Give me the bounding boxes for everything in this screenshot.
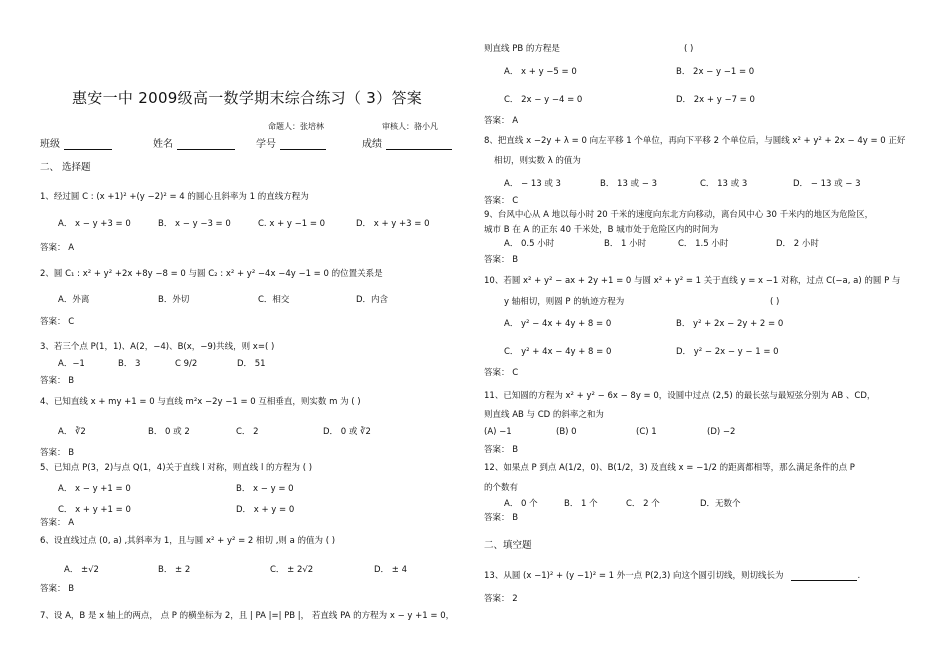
q9-answer: 答案： B bbox=[484, 255, 519, 265]
q12-option-c: C． 2 个 bbox=[626, 499, 660, 509]
question-5: 5、已知点 P(3，2)与点 Q(1，4)关于直线 l 对称，则直线 l 的方程为 ( ) bbox=[40, 463, 313, 473]
q8-option-d: D． − 13 或 − 3 bbox=[793, 179, 861, 189]
q11-option-c: (C) 1 bbox=[636, 427, 657, 437]
field-number: 学号 bbox=[256, 140, 326, 150]
q11-option-b: (B) 0 bbox=[556, 427, 577, 437]
question-12-line1: 12、如果点 P 到点 A(1/2，0)、B(1/2，3) 及直线 x = −1/2 的距离都相等，那么满足条件的点 P bbox=[484, 463, 855, 473]
field-name: 姓名 bbox=[153, 140, 235, 150]
page-title: 惠安一中 2009级高一数学期末综合练习（ 3）答案 bbox=[72, 89, 423, 107]
q2-option-a: A．外离 bbox=[58, 295, 90, 305]
q10-option-b: B． y² + 2x − 2y + 2 = 0 bbox=[676, 319, 784, 329]
question-6: 6、设直线过点 (0, a) ,其斜率为 1，且与圆 x² + y² = 2 相切 ,则 a 的值为 ( ) bbox=[40, 536, 336, 546]
q1-option-a: A． x − y +3 = 0 bbox=[58, 219, 131, 229]
q10-answer: 答案： C bbox=[484, 368, 519, 378]
question-13: 13、从圆 (x −1)² + (y −1)² = 1 外一点 P(2,3) 向这个圆引切线，则切线长为 . bbox=[484, 571, 861, 581]
q6-option-a: A． ±√2 bbox=[64, 565, 99, 575]
q3-option-d: D． 51 bbox=[237, 359, 266, 369]
q12-option-a: A． 0 个 bbox=[504, 499, 538, 509]
q1-option-b: B． x − y −3 = 0 bbox=[158, 219, 231, 229]
question-7-continued: 则直线 PB 的方程是 bbox=[484, 44, 560, 54]
q1-option-c: C. x + y −1 = 0 bbox=[258, 219, 326, 229]
q7-option-c: C． 2x − y −4 = 0 bbox=[504, 95, 583, 105]
q1-option-d: D． x + y +3 = 0 bbox=[356, 219, 430, 229]
q7-answer: 答案： A bbox=[484, 116, 519, 126]
q8-option-a: A． − 13 或 3 bbox=[504, 179, 561, 189]
q4-option-a: A． ∛2 bbox=[58, 427, 86, 437]
question-11-line1: 11、已知圆的方程为 x² + y² − 6x − 8y = 0，设圆中过点 (2,5) 的最长弦与最短弦分别为 AB 、CD， bbox=[484, 391, 876, 401]
section-fill-heading: 二、填空题 bbox=[484, 540, 532, 551]
setter-label: 命题人：张培林 bbox=[268, 122, 324, 131]
q3-option-b: B． 3 bbox=[118, 359, 141, 369]
field-score: 成绩 bbox=[362, 140, 452, 150]
q10-option-d: D． y² − 2x − y − 1 = 0 bbox=[676, 347, 779, 357]
question-4: 4、已知直线 x + my +1 = 0 与直线 m²x −2y −1 = 0 互相垂直，则实数 m 为 ( ) bbox=[40, 397, 361, 407]
q9-option-d: D． 2 小时 bbox=[776, 239, 819, 249]
question-10-line2: y 轴相切，则圆 P 的轨迹方程为 bbox=[504, 297, 625, 307]
q8-answer: 答案： C bbox=[484, 196, 519, 206]
q12-answer: 答案： B bbox=[484, 513, 519, 523]
q5-option-a: A． x − y +1 = 0 bbox=[58, 484, 131, 494]
question-11-line2: 则直线 AB 与 CD 的斜率之和为 bbox=[484, 410, 604, 420]
q2-answer: 答案： C bbox=[40, 317, 75, 327]
q5-option-d: D． x + y = 0 bbox=[236, 505, 295, 515]
q1-answer: 答案： A bbox=[40, 243, 75, 253]
q9-option-c: C． 1.5 小时 bbox=[678, 239, 729, 249]
reviewer-label: 审核人：骆小凡 bbox=[382, 122, 438, 131]
question-8-line1: 8、把直线 x −2y + λ = 0 向左平移 1 个单位，再向下平移 2 个单位后，与圆线 x² + y² + 2x − 4y = 0 正好 bbox=[484, 136, 906, 146]
q3-option-a: A．−1 bbox=[58, 359, 85, 369]
question-9-line2: 城市 B 在 A 的正东 40 千米处，B 城市处于危险区内的时间为 bbox=[484, 225, 719, 235]
q7-paren: ( ) bbox=[684, 44, 694, 54]
q13-answer: 答案： 2 bbox=[484, 594, 518, 604]
q7-option-b: B． 2x − y −1 = 0 bbox=[676, 67, 755, 77]
q6-option-c: C． ± 2√2 bbox=[270, 565, 314, 575]
q10-option-a: A． y² − 4x + 4y + 8 = 0 bbox=[504, 319, 612, 329]
q2-option-d: D．内含 bbox=[356, 295, 389, 305]
question-9-line1: 9、台风中心从 A 地以每小时 20 千米的速度向东北方向移动，离台风中心 30 千米内的地区为危险区， bbox=[484, 210, 874, 220]
q10-option-c: C． y² + 4x − 4y + 8 = 0 bbox=[504, 347, 612, 357]
section-choice-heading: 二、 选择题 bbox=[40, 162, 91, 173]
q6-option-b: B． ± 2 bbox=[158, 565, 191, 575]
q11-answer: 答案： B bbox=[484, 445, 519, 455]
q8-option-c: C． 13 或 3 bbox=[700, 179, 748, 189]
q11-option-a: (A) −1 bbox=[484, 427, 512, 437]
q11-option-d: (D) −2 bbox=[707, 427, 736, 437]
q9-option-a: A． 0.5 小时 bbox=[504, 239, 555, 249]
q4-option-d: D． 0 或 ∛2 bbox=[323, 427, 371, 437]
q2-option-c: C．相交 bbox=[258, 295, 290, 305]
question-8-line2: 相切，则实数 λ 的值为 bbox=[494, 156, 581, 166]
q10-paren: ( ) bbox=[770, 297, 780, 307]
q12-option-d: D．无数个 bbox=[700, 499, 741, 509]
q12-option-b: B． 1 个 bbox=[564, 499, 598, 509]
q3-option-c: C 9/2 bbox=[175, 359, 198, 369]
question-1: 1、经过圆 C : (x +1)² +(y −2)² = 4 的圆心且斜率为 1 的直线方程为 bbox=[40, 192, 309, 202]
q6-answer: 答案： B bbox=[40, 584, 75, 594]
q9-option-b: B． 1 小时 bbox=[604, 239, 647, 249]
q7-option-a: A． x + y −5 = 0 bbox=[504, 67, 577, 77]
question-2: 2、圆 C₁ : x² + y² +2x +8y −8 = 0 与圆 C₂ : x² + y² −4x −4y −1 = 0 的位置关系是 bbox=[40, 269, 383, 279]
q5-answer: 答案： A bbox=[40, 518, 75, 528]
q6-option-d: D． ± 4 bbox=[374, 565, 407, 575]
question-12-line2: 的个数有 bbox=[484, 483, 519, 493]
q4-option-c: C． 2 bbox=[236, 427, 259, 437]
question-3: 3、若三个点 P(1，1)、A(2，−4)、B(x，−9)共线，则 x=( ) bbox=[40, 342, 275, 352]
q5-option-c: C． x + y +1 = 0 bbox=[58, 505, 131, 515]
q8-option-b: B． 13 或 − 3 bbox=[600, 179, 657, 189]
q7-option-d: D． 2x + y −7 = 0 bbox=[676, 95, 755, 105]
q4-answer: 答案： B bbox=[40, 448, 75, 458]
field-class: 班级 bbox=[40, 140, 112, 150]
q5-option-b: B． x − y = 0 bbox=[236, 484, 294, 494]
question-7: 7、设 A，B 是 x 轴上的两点， 点 P 的横坐标为 2，且 | PA |=| PB |， 若直线 PA 的方程为 x − y +1 = 0， bbox=[40, 611, 455, 621]
question-10-line1: 10、若圆 x² + y² − ax + 2y +1 = 0 与圆 x² + y² = 1 关于直线 y = x −1 对称，过点 C(−a, a) 的圆 P 与 bbox=[484, 276, 901, 286]
q2-option-b: B．外切 bbox=[158, 295, 190, 305]
q3-answer: 答案： B bbox=[40, 376, 75, 386]
q4-option-b: B． 0 或 2 bbox=[148, 427, 190, 437]
